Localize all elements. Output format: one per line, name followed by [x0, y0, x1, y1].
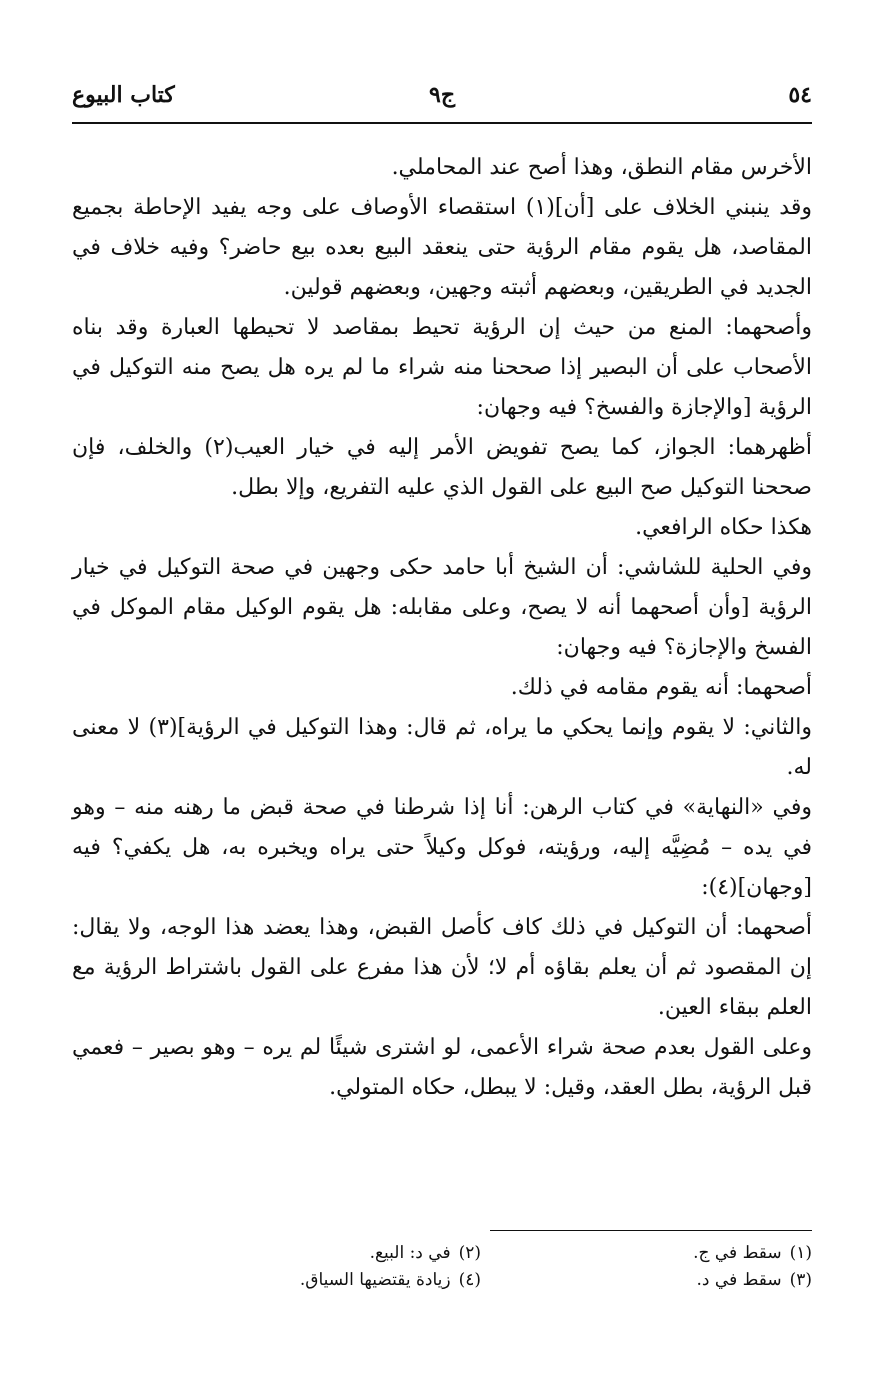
- footnote-row: [150, 1267, 812, 1294]
- paragraph: والثاني: لا يقوم وإنما يحكي ما يراه، ثم قال: وهذا التوكيل في الرؤية](٣) لا معنى له.: [72, 715, 813, 780]
- footnote-item: [150, 1267, 481, 1294]
- footnote-text: زيادة يقتضيها السياق.: [299, 1270, 451, 1290]
- footnote-row: [150, 1240, 812, 1267]
- footnote-item: [481, 1267, 812, 1294]
- footnote-marker: (٣): [789, 1270, 812, 1290]
- footnote-divider: [490, 1230, 812, 1231]
- paragraph: وفي «النهاية» في كتاب الرهن: أنا إذا شرطنا في صحة قبض ما رهنه منه – وهو في يده – مُضِيَّه إليه، ورؤيته، فوكل وكيلاً حتى يراه ويخبره به، هل يكفي؟ فيه [وجهان](٤):: [72, 795, 812, 900]
- paragraph: وفي الحلية للشاشي: أن الشيخ أبا حامد حكى وجهين في صحة التوكيل في خيار الرؤية [وأن أصحهما أنه لا يصح، وعلى مقابله: هل يقوم الوكيل مقام الموكل في الفسخ والإجازة؟ فيه وجهان:: [72, 555, 812, 660]
- footnote-marker: (١): [789, 1243, 812, 1263]
- paragraph: أصحهما: أن التوكيل في ذلك كاف كأصل القبض، وهذا يعضد هذا الوجه، ولا يقال: إن المقصود ثم أن يعلم بقاؤه أم لا؛ لأن هذا مفرع على القول باشتراط الرؤية مع العلم ببقاء العين.: [72, 915, 812, 1020]
- volume-label: ج٩: [428, 82, 456, 108]
- paragraph: أصحهما: أنه يقوم مقامه في ذلك.: [510, 675, 812, 700]
- paragraph: أظهرهما: الجواز، كما يصح تفويض الأمر إليه في خيار العيب(٢) والخلف، فإن صححنا التوكيل صح البيع على القول الذي عليه التفريع، وإلا بطل.: [72, 435, 812, 500]
- paragraph: وقد ينبني الخلاف على [أن](١) استقصاء الأوصاف على وجه يفيد الإحاطة بجميع المقاصد، هل يقوم مقام الرؤية حتى ينعقد البيع بعده بيع حاضر؟ وفيه خلاف في الجديد في الطريقين، وبعضهم أثبته وجهين، وبعضهم قولين.: [72, 195, 812, 300]
- footnote-text: في د: البيع.: [369, 1243, 451, 1263]
- footnote-text: سقط في د.: [696, 1270, 782, 1290]
- header-divider: [72, 122, 812, 124]
- main-text: [72, 148, 812, 1108]
- book-title: كتاب البيوع: [72, 82, 175, 108]
- footnotes: [150, 1240, 812, 1294]
- footnote-marker: (٢): [458, 1243, 481, 1263]
- footnote-item: [150, 1240, 481, 1267]
- page-number: ٥٤: [788, 82, 812, 108]
- footnote-text: سقط في ج.: [693, 1243, 782, 1263]
- paragraph: هكذا حكاه الرافعي.: [635, 515, 812, 540]
- running-header: [72, 82, 812, 116]
- paragraph: وأصحهما: المنع من حيث إن الرؤية تحيط بمقاصد لا تحيطها العبارة وقد بناه الأصحاب على أن البصير إذا صححنا منه شراء ما لم يره هل يصح منه التوكيل في الرؤية [والإجازة والفسخ؟ فيه وجهان:: [72, 315, 812, 420]
- footnote-item: [481, 1240, 812, 1267]
- paragraph: وعلى القول بعدم صحة شراء الأعمى، لو اشترى شيئًا لم يره – وهو بصير – فعمي قبل الرؤية، بطل العقد، وقيل: لا يبطل، حكاه المتولي.: [72, 1035, 812, 1100]
- footnote-marker: (٤): [458, 1270, 481, 1290]
- paragraph: الأخرس مقام النطق، وهذا أصح عند المحاملي.: [391, 155, 812, 180]
